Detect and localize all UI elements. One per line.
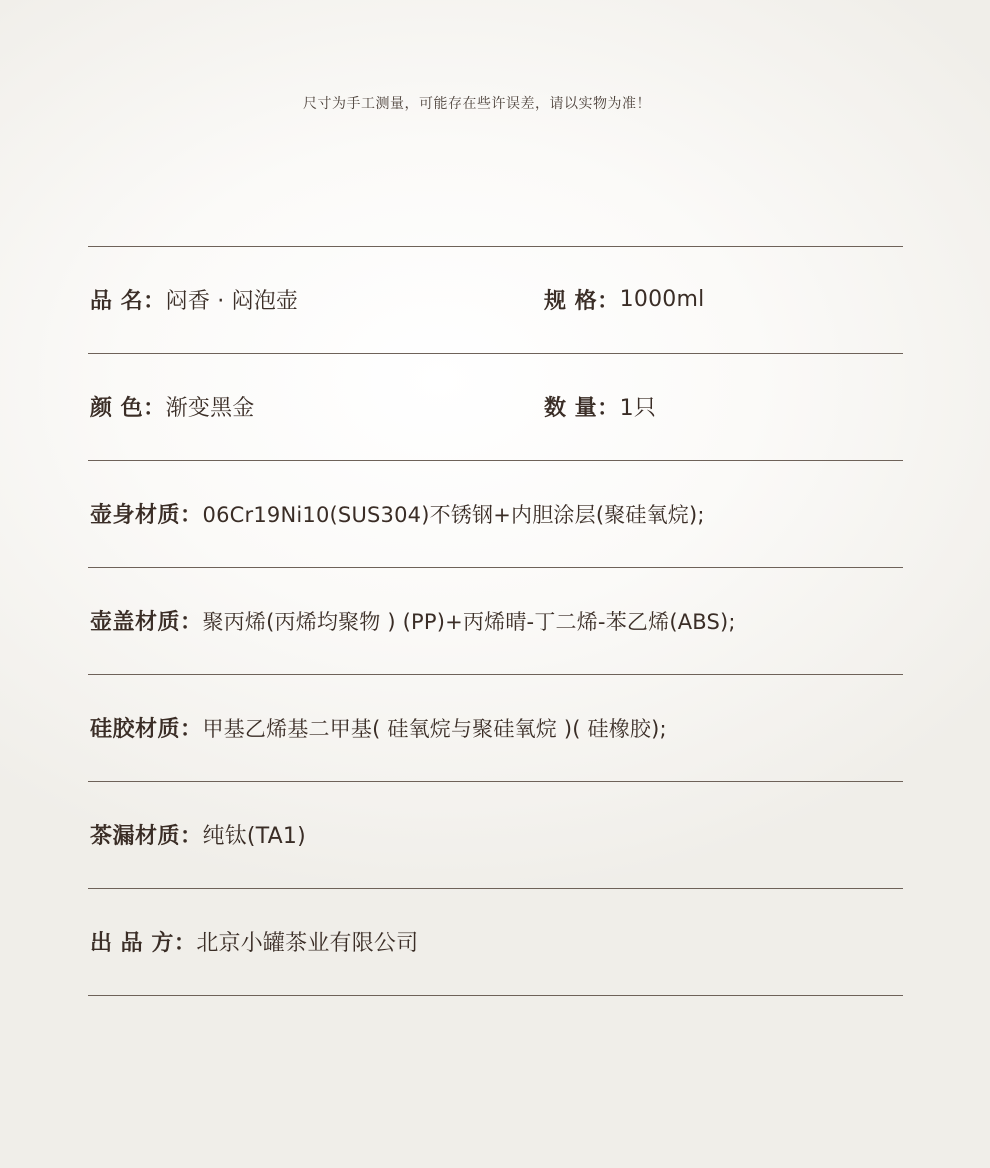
spec-label: 壶身材质： xyxy=(90,503,203,528)
spec-value: 1只 xyxy=(619,396,657,421)
spec-row-strainer-material xyxy=(88,781,903,888)
spec-cell-strainer-material xyxy=(90,782,306,887)
spec-value: 1000ml xyxy=(619,287,705,312)
spec-row-color-quantity xyxy=(88,353,903,460)
spec-value: 北京小罐茶业有限公司 xyxy=(196,931,419,956)
spec-cell-body-material xyxy=(90,461,705,566)
spec-label: 规 格： xyxy=(544,289,620,314)
spec-cell-lid-material xyxy=(90,568,736,673)
spec-row-manufacturer xyxy=(88,888,903,996)
spec-row-lid-material xyxy=(88,567,903,674)
spec-value: 甲基乙烯基二甲基( 硅氧烷与聚硅氧烷 )( 硅橡胶); xyxy=(202,716,667,741)
spec-table xyxy=(88,246,903,996)
spec-label: 茶漏材质： xyxy=(90,824,203,849)
spec-value: 纯钛(TA1) xyxy=(202,824,306,849)
spec-label: 颜 色： xyxy=(90,396,166,421)
spec-label: 出 品 方： xyxy=(90,931,197,956)
spec-value: 聚丙烯(丙烯均聚物 ) (PP)+丙烯晴-丁二烯-苯乙烯(ABS); xyxy=(202,609,736,634)
spec-cell-quantity xyxy=(544,354,656,459)
spec-cell-manufacturer xyxy=(90,889,418,994)
spec-row-silicone-material xyxy=(88,674,903,781)
spec-row-body-material xyxy=(88,460,903,567)
spec-label: 硅胶材质： xyxy=(90,717,203,742)
measurement-disclaimer: 尺寸为手工测量，可能存在些许误差，请以实物为准！ xyxy=(303,96,651,112)
spec-cell-color xyxy=(90,354,254,459)
spec-cell-silicone-material xyxy=(90,675,667,780)
spec-value: 闷香 · 闷泡壶 xyxy=(165,289,299,314)
spec-cell-size xyxy=(544,247,704,352)
spec-label: 品 名： xyxy=(90,289,166,314)
spec-label: 壶盖材质： xyxy=(90,610,203,635)
spec-label: 数 量： xyxy=(544,396,620,421)
spec-cell-product-name xyxy=(90,247,298,352)
spec-row-name-size xyxy=(88,246,903,353)
spec-value: 06Cr19Ni10(SUS304)不锈钢+内胆涂层(聚硅氧烷); xyxy=(202,502,705,527)
spec-value: 渐变黑金 xyxy=(165,396,255,421)
